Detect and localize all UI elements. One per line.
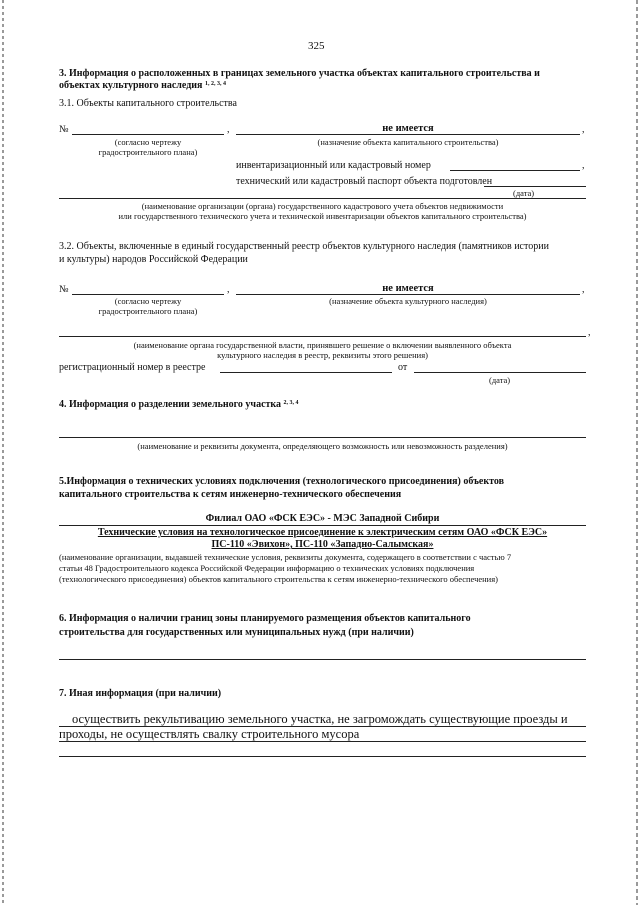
section5-caption-3: (технологического присоединения) объектов капитального строительства к сетям инженерно-технического обеспечения) [59,574,498,584]
inventory-number-line [450,170,580,171]
comma: , [582,124,585,135]
section3-title-line1: 3. Информация о расположенных в границах земельного участка объектах капитального строительства и [59,68,540,79]
from-label: от [398,362,408,373]
section5-title-line2: капитального строительства к сетям инженерно-технического обеспечения [59,489,402,500]
division-document-line [59,437,586,438]
section7-title: 7. Иная информация (при наличии) [59,688,222,699]
subsection31-title: 3.1. Объекты капитального строительства [59,98,237,109]
section7-underline-2 [59,741,586,742]
object-purpose-value: не имеется [382,123,434,134]
organization-caption-2: или государственного технического учета и технической инвентаризации объектов капитального строительства) [118,211,527,221]
gov-caption-2: культурного наследия в реестр, реквизиты этого решения) [217,350,428,360]
caption-drawing-2: (согласно чертежу градостроительного плана) [98,296,198,316]
gov-caption-1: (наименование органа государственной власти, принявшего решение о включении выявленного объекта [133,340,512,350]
heritage-number-line [72,294,224,295]
subsection32-title-line1: 3.2. Объекты, включенные в единый государственный реестр объектов культурного наследия (памятников истории [59,241,549,252]
left-scan-edge [2,0,4,905]
number-sign: № [59,124,69,135]
organization-line [59,198,586,199]
section5-value-line1: Филиал ОАО «ФСК ЕЭС» - МЭС Западной Сибири [205,513,440,524]
page-number: 325 [308,40,325,52]
gov-authority-line [59,336,586,337]
section4-footnote-refs: 2, 3, 4 [283,400,299,406]
subsection32-title-line2: и культуры) народов Российской Федерации [59,254,248,265]
section7-text-line1: осуществить рекультивацию земельного участка, не загромождать существующие проезды и [72,712,568,726]
comma: , [582,160,585,171]
section5-caption-2: статьи 48 Градостроительного кодекса Российской Федерации информацию о технических условиях подключения [59,563,475,573]
caption-heritage-purpose: (назначение объекта культурного наследия) [329,296,487,306]
section7-underline-3 [59,756,586,757]
section5-value-line2: Технические условия на технологическое присоединение к электрическим сетям ОАО «ФСК ЕЭС» [97,527,548,538]
comma: , [227,124,230,135]
heritage-purpose-value: не имеется [382,283,434,294]
tech-passport-label: технический или кадастровый паспорт объекта подготовлен [236,176,493,187]
section6-line [59,659,586,660]
caption-drawing: (согласно чертежу градостроительного плана) [98,137,198,157]
caption-object-purpose: (назначение объекта капитального строительства) [317,137,499,147]
section3-title-line2: объектах культурного наследия $^{1, 2, 3, 4}$ [59,80,226,91]
section5-title-line1: 5.Информация о технических условиях подключения (технологического присоединения) объектов [59,476,505,487]
right-scan-edge [636,0,638,905]
section5-caption-1: (наименование организации, выдавшей технические условия, реквизиты документа, содержащего в соответствии с частью 7 [59,552,512,562]
date-caption-2: (дата) [489,375,511,385]
comma: , [227,284,230,295]
section5-value-underline-1 [59,525,586,526]
registry-number-label: регистрационный номер в реестре [59,362,206,373]
section6-title-line1: 6. Информация о наличии границ зоны планируемого размещения объектов капитального [59,613,471,624]
comma: , [588,327,591,338]
number-sign: № [59,284,69,295]
heritage-purpose-line [236,294,580,295]
section5-value-line3: ПС-110 «Эвихон», ПС-110 «Западно-Салымская» [211,539,434,550]
registry-date-line [414,372,586,373]
object-purpose-line [236,134,580,135]
section4-title: 4. Информация о разделении земельного участка $^{2, 3, 4}$ [59,399,299,410]
section7-text-line2: проходы, не осуществлять свалку строительного мусора [59,727,360,741]
section3-footnote-refs: 1, 2, 3, 4 [204,81,226,87]
comma: , [582,284,585,295]
inventory-number-label: инвентаризационный или кадастровый номер [236,160,431,171]
section4-caption: (наименование и реквизиты документа, определяющего возможность или невозможность разделения) [137,441,508,451]
object-number-line [72,134,224,135]
organization-caption-1: (наименование организации (органа) государственного кадастрового учета объектов недвижимости [141,201,504,211]
date-caption: (дата) [513,188,535,198]
registry-number-line [220,372,392,373]
tech-passport-date-line [484,186,586,187]
section6-title-line2: строительства для государственных или муниципальных нужд (при наличии) [59,627,414,638]
